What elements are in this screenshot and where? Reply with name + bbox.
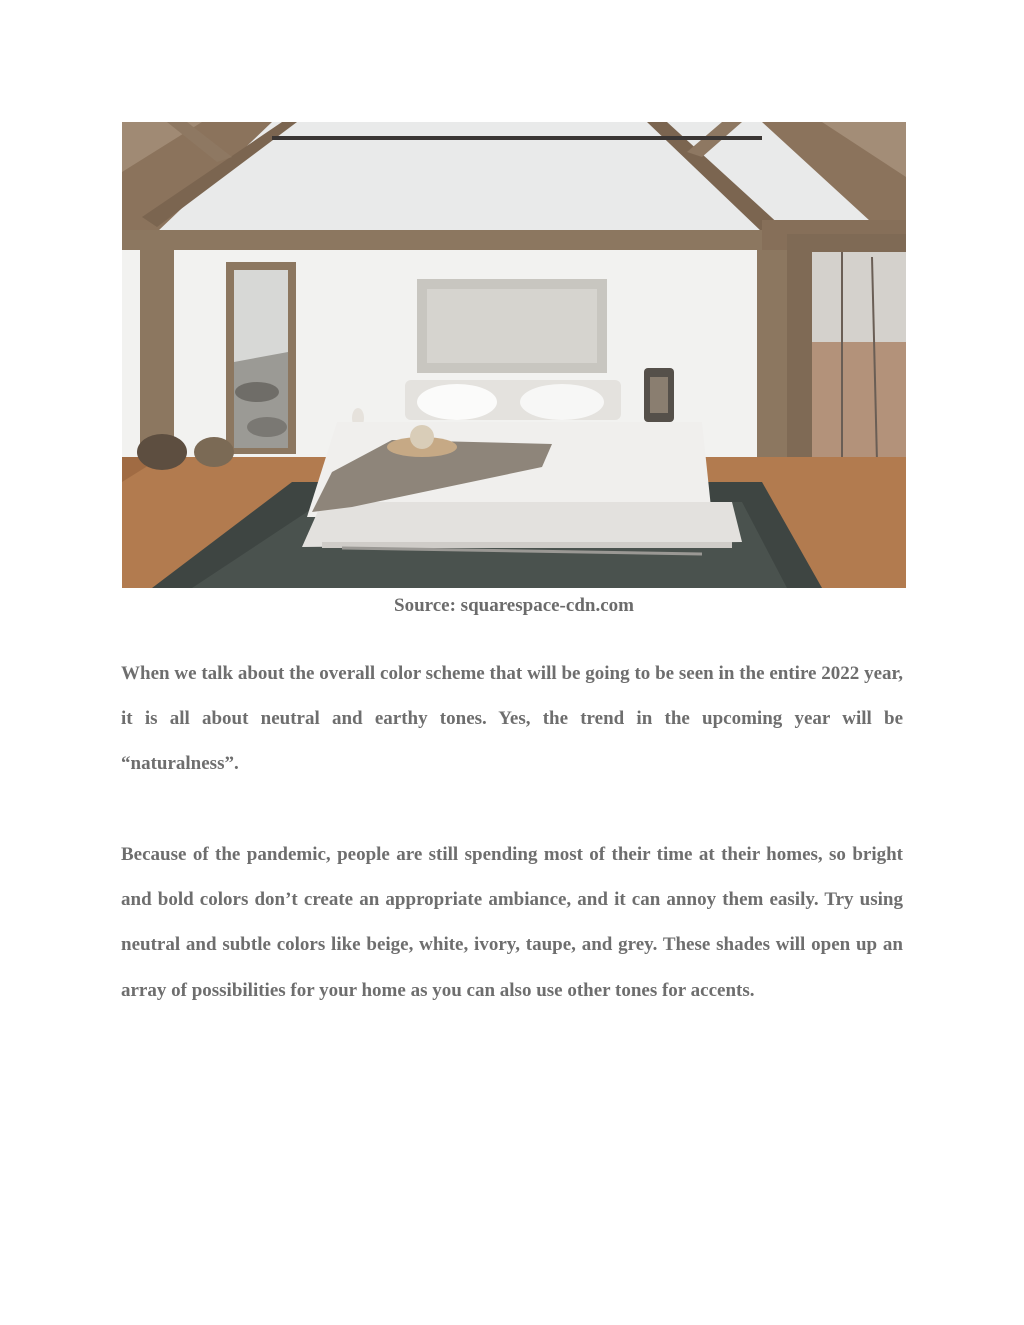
image-caption: Source: squarespace-cdn.com (394, 595, 634, 616)
bedroom-photo (122, 122, 906, 588)
paragraph-color-scheme: When we talk about the overall color scheme that will be going to be seen in the entire 2022 year, it is all about neutral and earthy tones. Yes, the trend in the upcoming year will be “naturalness”. (121, 663, 903, 775)
paragraph-pandemic: Because of the pandemic, people are still spending most of their time at their homes, so bright and bold colors don’t create an appropriate ambiance, and it can annoy them easily. Try using neutral and subtle colors like beige, white, ivory, taupe, and grey. These shades will open up an array of possibilities for your home as you can also use other tones for accents. (121, 844, 903, 1001)
